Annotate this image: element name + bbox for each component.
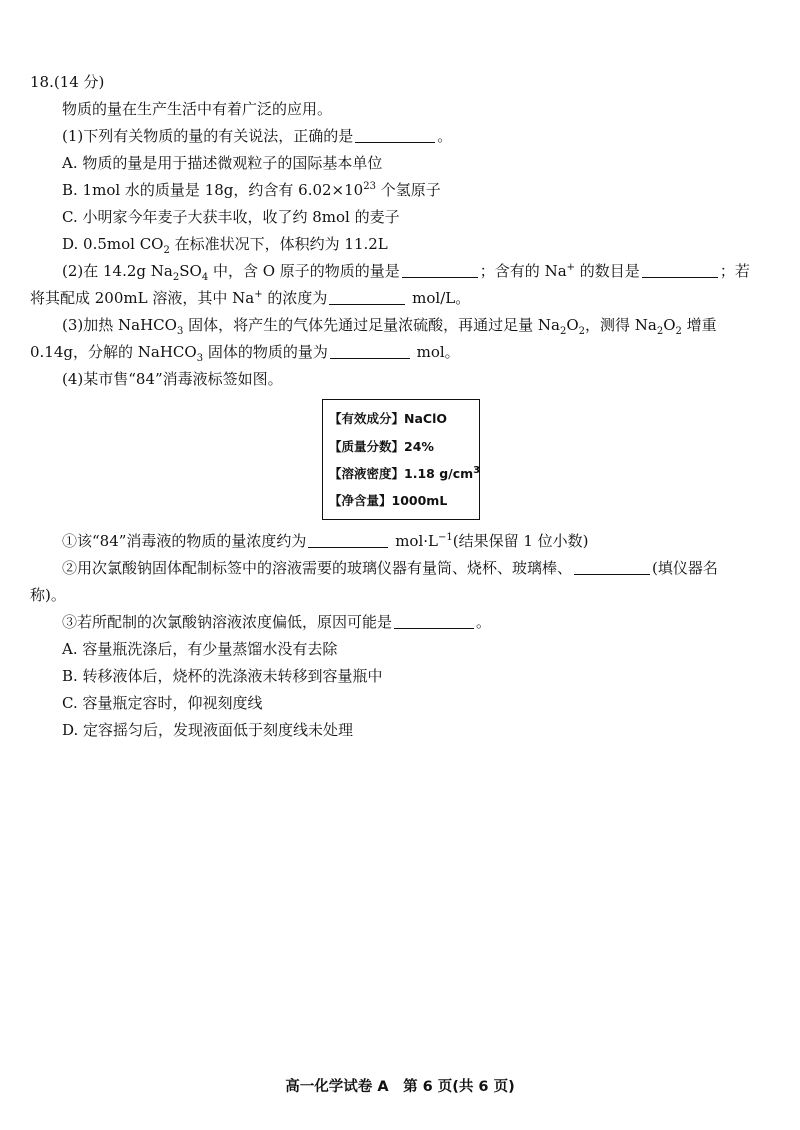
- answer-blank-6[interactable]: [308, 532, 388, 548]
- part2-b-sup: +: [566, 262, 576, 273]
- part4-q2: [62, 557, 718, 579]
- label-density-sup: 3: [473, 464, 481, 476]
- disinfectant-label: [322, 399, 480, 520]
- q1-unit: mol·L: [390, 532, 438, 550]
- part3-l1-mid: 固体，将产生的气体先通过足量浓硫酸，再通过足量 Na: [183, 316, 560, 334]
- answer-blank-3[interactable]: [642, 262, 718, 278]
- label-val-mass-fraction: 24%: [404, 439, 434, 454]
- q1-sup: −1: [438, 532, 453, 543]
- part2-b-post: 的数目是: [575, 262, 640, 280]
- part2-so: SO: [179, 262, 202, 280]
- part3-l1-o2: O: [663, 316, 676, 334]
- part3-l1-sub5: 2: [675, 326, 682, 337]
- question-intro: 物质的量在生产生活中有着广泛的应用。: [62, 100, 333, 118]
- label-key-mass-fraction: 【质量分数】: [329, 439, 405, 454]
- option-b-sup: 23: [363, 181, 376, 192]
- label-key-net-content: 【净含量】: [329, 493, 392, 508]
- page-footer: 高一化学试卷 A 第 6 页(共 6 页): [285, 1079, 515, 1095]
- label-val-net-content: 1000mL: [391, 493, 448, 508]
- part2-l2-sup: +: [254, 289, 263, 300]
- answer-blank-1[interactable]: [355, 127, 435, 143]
- part2-l2-pre: 将其配成 200mL 溶液，其中 Na: [30, 289, 255, 307]
- q2-text: ②用次氯酸钠固体配制标签中的溶液需要的玻璃仪器有量筒、烧杯、玻璃棒、: [62, 559, 573, 577]
- label-row-ingredient: [329, 411, 447, 427]
- part2-a: (2)在 14.2g Na: [62, 262, 173, 280]
- answer-blank-5[interactable]: [330, 343, 410, 359]
- part2-a-post: 中，含 O 原子的物质的量是: [208, 262, 400, 280]
- part4-stem: (4)某市售“84”消毒液标签如图。: [62, 370, 283, 388]
- option-d-end: 在标准状况下，体积约为 11.2L: [169, 235, 388, 253]
- part3-l1-sub: 3: [176, 326, 184, 337]
- q3-text: ③若所配制的次氯酸钠溶液浓度偏低，原因可能是: [62, 613, 393, 631]
- part3-l1-mid2: ，测得 Na: [585, 316, 657, 334]
- option-b-text: B. 1mol 水的质量是 18g，约含有 6.02×10: [62, 181, 364, 199]
- part3-l1-end: 增重: [681, 316, 717, 334]
- part3-l1-sub2: 2: [559, 326, 567, 337]
- part2-line1: [62, 260, 750, 282]
- q2-end: (填仪器名: [652, 559, 718, 577]
- part3-l1-pre: (3)加热 NaHCO: [62, 316, 177, 334]
- label-row-net-content: [329, 493, 447, 509]
- part3-line2: [30, 341, 460, 363]
- label-val-density: 1.18 g/cm: [404, 466, 474, 481]
- part2-b: ；含有的 Na: [479, 262, 567, 280]
- part1-option-a: A. 物质的量是用于描述微观粒子的国际基本单位: [62, 154, 383, 172]
- question-number: 18.(14 分): [30, 73, 105, 91]
- part1-stem: [62, 125, 452, 147]
- q1-end: (结果保留 1 位小数): [452, 532, 589, 550]
- q1-text: ①该“84”消毒液的物质的量浓度约为: [62, 532, 307, 550]
- part1-option-d: [62, 233, 388, 255]
- part2-sub1: 2: [172, 272, 180, 283]
- answer-blank-2[interactable]: [402, 262, 478, 278]
- label-val-ingredient: NaClO: [404, 411, 447, 426]
- label-key-ingredient: 【有效成分】: [329, 411, 405, 426]
- part3-l2-pre: 0.14g，分解的 NaHCO: [30, 343, 197, 361]
- part1-option-b: [62, 179, 441, 201]
- option-b-end: 个氢原子: [375, 181, 441, 199]
- option-d-sub: 2: [163, 245, 170, 256]
- label-key-density: 【溶液密度】: [329, 466, 405, 481]
- part1-stem-end: 。: [437, 127, 453, 145]
- part2-l2-mid: 的浓度为: [262, 289, 328, 307]
- part4-q3: [62, 611, 491, 633]
- answer-blank-7[interactable]: [574, 559, 650, 575]
- answer-blank-8[interactable]: [394, 613, 474, 629]
- label-row-mass-fraction: [329, 439, 434, 455]
- part3-line1: [62, 314, 717, 336]
- part3-l1-sub3: 2: [578, 326, 585, 337]
- part2-l2-end: mol/L。: [407, 289, 471, 307]
- part3-l2-end: mol。: [411, 343, 460, 361]
- option-d-text: D. 0.5mol CO: [62, 235, 164, 253]
- part4-q1: [62, 530, 589, 552]
- label-row-density: [329, 466, 480, 482]
- part1-option-c: C. 小明家今年麦子大获丰收，收了约 8mol 的麦子: [62, 208, 400, 226]
- part3-l2-sub: 3: [196, 353, 204, 364]
- part4-option-a: A. 容量瓶洗涤后，有少量蒸馏水没有去除: [62, 640, 338, 658]
- answer-blank-4[interactable]: [329, 289, 405, 305]
- part4-option-c: C. 容量瓶定容时，仰视刻度线: [62, 694, 263, 712]
- part3-l1-sub4: 2: [656, 326, 664, 337]
- q3-end: 。: [476, 613, 492, 631]
- part2-sub2: 4: [201, 272, 209, 283]
- part4-q2-line2: 称)。: [30, 586, 66, 604]
- part3-l2-mid: 固体的物质的量为: [203, 343, 328, 361]
- part2-line2: [30, 287, 470, 309]
- part4-option-d: D. 定容摇匀后，发现液面低于刻度线未处理: [62, 721, 354, 739]
- part4-option-b: B. 转移液体后，烧杯的洗涤液未转移到容量瓶中: [62, 667, 383, 685]
- part1-stem-text: (1)下列有关物质的量的有关说法，正确的是: [62, 127, 354, 145]
- part3-l1-o: O: [566, 316, 579, 334]
- part2-c: ；若: [719, 262, 750, 280]
